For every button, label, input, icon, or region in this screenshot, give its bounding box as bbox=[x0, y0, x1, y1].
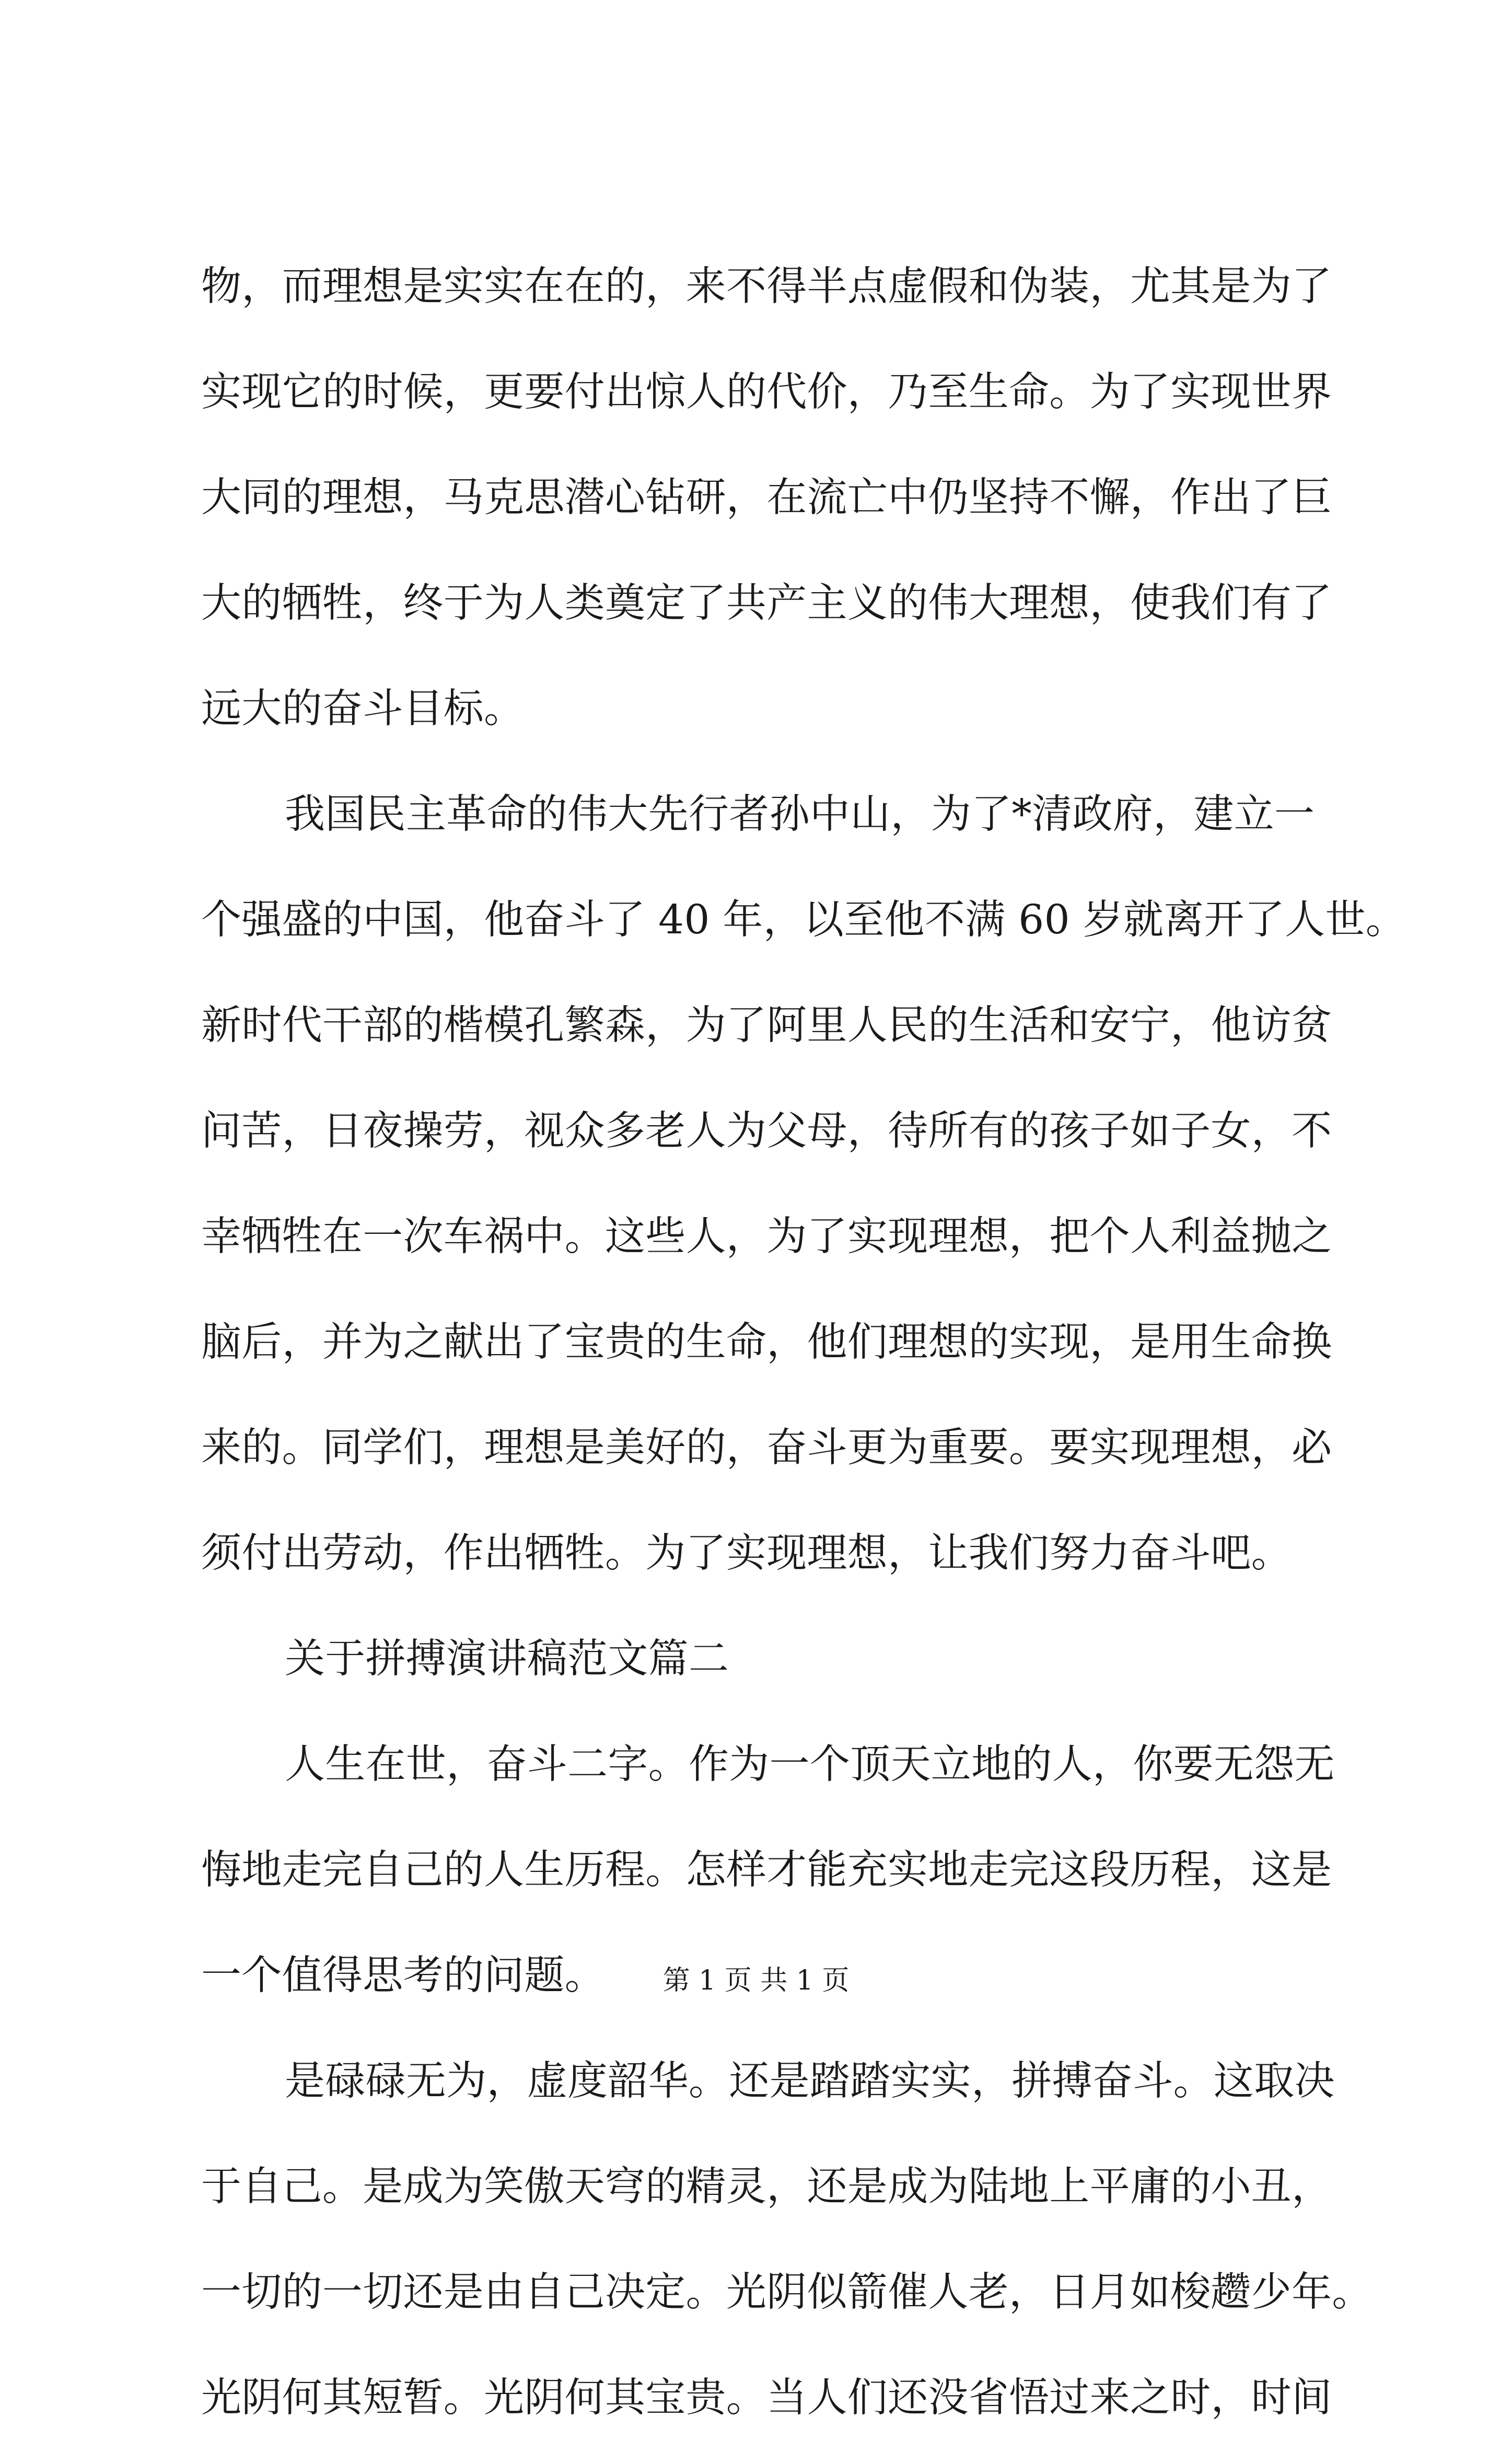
paragraph-start-line: 我国民主革命的伟大先行者孙中山，为了*清政府，建立一 bbox=[285, 791, 1315, 838]
text-line: 远大的奋斗目标。 bbox=[201, 686, 525, 732]
text-line: 须付出劳动，作出牺牲。为了实现理想，让我们努力奋斗吧。 bbox=[201, 1530, 1292, 1577]
paragraph-start-line: 人生在世，奋斗二字。作为一个顶天立地的人，你要无怨无 bbox=[285, 1741, 1335, 1788]
text-line: 问苦，日夜操劳，视众多老人为父母，待所有的孩子如子女，不 bbox=[201, 1108, 1332, 1154]
text-line: 新时代干部的楷模孔繁森，为了阿里人民的生活和安宁，他访贫 bbox=[201, 1002, 1332, 1049]
text-line: 大同的理想，马克思潜心钻研，在流亡中仍坚持不懈，作出了巨 bbox=[201, 475, 1332, 521]
section-heading: 关于拼搏演讲稿范文篇二 bbox=[285, 1636, 729, 1682]
text-line: 于自己。是成为笑傲天穹的精灵，还是成为陆地上平庸的小丑， bbox=[201, 2164, 1332, 2210]
page-number-footer: 第 1 页 共 1 页 bbox=[662, 1965, 850, 1996]
text-line: 大的牺牲，终于为人类奠定了共产主义的伟大理想，使我们有了 bbox=[201, 580, 1332, 627]
text-line: 幸牺牲在一次车祸中。这些人，为了实现理想，把个人利益抛之 bbox=[201, 1213, 1332, 1260]
text-line: 一个值得思考的问题。 bbox=[201, 1952, 605, 1999]
text-line: 实现它的时候，更要付出惊人的代价，乃至生命。为了实现世界 bbox=[201, 369, 1332, 415]
text-line: 个强盛的中国，他奋斗了 40 年，以至他不满 60 岁就离开了人世。 bbox=[201, 897, 1406, 943]
text-line: 光阴何其短暂。光阴何其宝贵。当人们还没省悟过来之时，时间 bbox=[201, 2375, 1332, 2421]
paragraph-start-line: 是碌碌无为，虚度韶华。还是踏踏实实，拼搏奋斗。这取决 bbox=[285, 2058, 1335, 2105]
text-line: 脑后，并为之献出了宝贵的生命，他们理想的实现，是用生命换 bbox=[201, 1319, 1332, 1366]
text-line: 物，而理想是实实在在的，来不得半点虚假和伪装，尤其是为了 bbox=[201, 263, 1332, 310]
text-line: 悔地走完自己的人生历程。怎样才能充实地走完这段历程，这是 bbox=[201, 1847, 1332, 1893]
document-body bbox=[201, 234, 1406, 2451]
text-line: 一切的一切还是由自己决定。光阴似箭催人老，日月如梭趱少年。 bbox=[201, 2269, 1373, 2316]
text-line: 来的。同学们，理想是美好的，奋斗更为重要。要实现理想，必 bbox=[201, 1425, 1332, 1471]
